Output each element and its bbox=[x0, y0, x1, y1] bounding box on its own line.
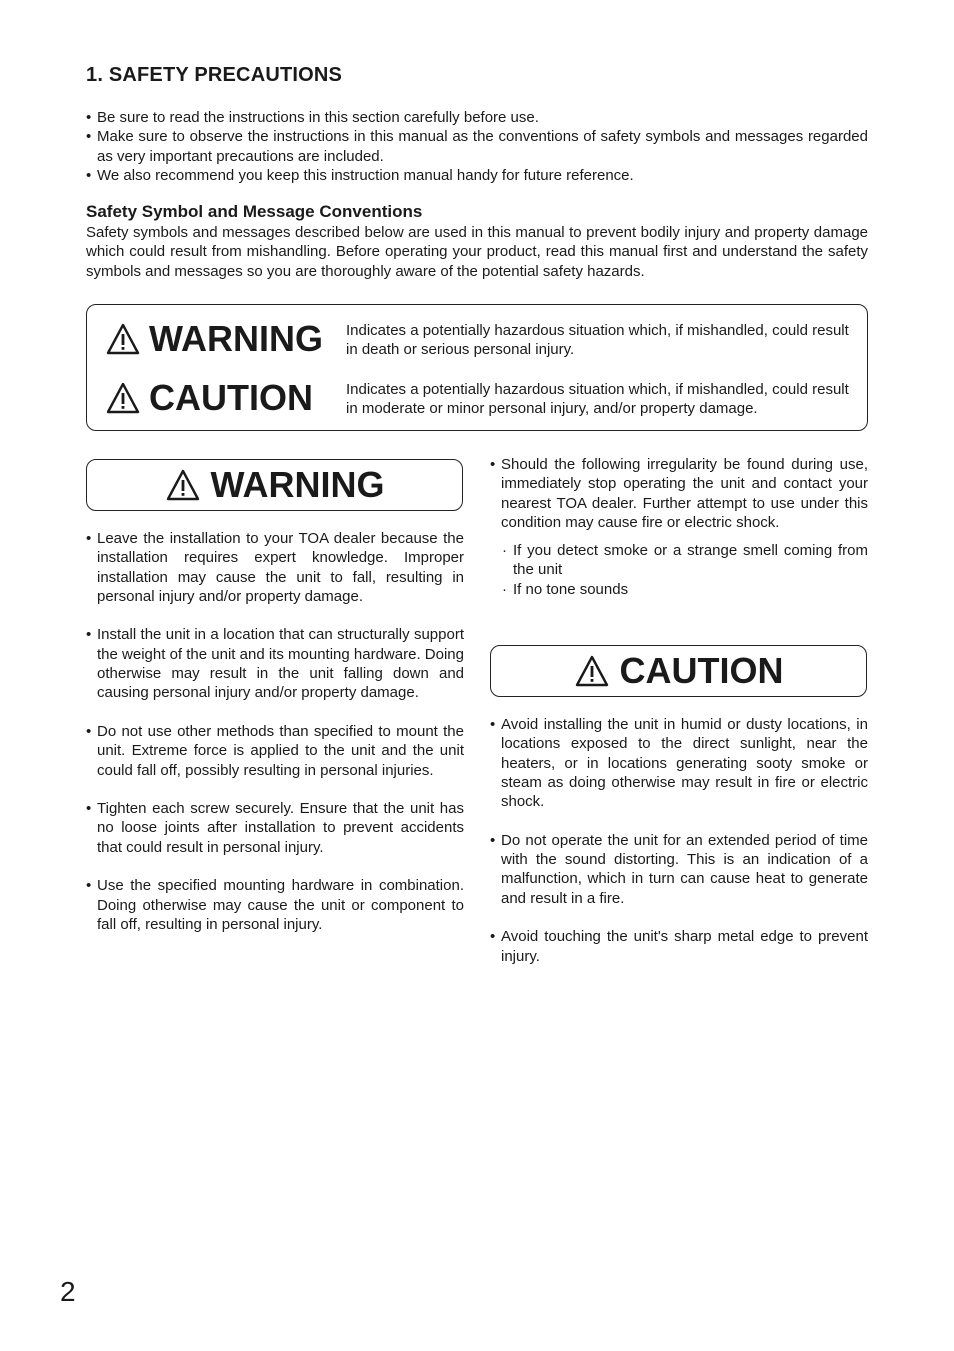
warning-triangle-icon bbox=[165, 468, 201, 502]
caution-item: • Avoid touching the unit's sharp metal edge to prevent injury. bbox=[490, 927, 868, 966]
warning-item: • Tighten each screw securely. Ensure that the unit has no loose joints after installation to prevent accidents that could result in personal injury. bbox=[86, 799, 464, 857]
irregularity-sub-item: · If you detect smoke or a strange smell coming from the unit bbox=[501, 541, 868, 580]
intro-item: • Be sure to read the instructions in this section carefully before use. bbox=[86, 108, 868, 127]
legend-caution-label bbox=[105, 378, 313, 418]
warning-item: • Leave the installation to your TOA dealer because the installation requires expert knowledge. Improper installation may cause the unit to fall, resulting in personal injury and/or property damage. bbox=[86, 529, 464, 606]
irregularity-sub-item: · If no tone sounds bbox=[501, 580, 868, 599]
caution-item: • Avoid installing the unit in humid or dusty locations, in locations exposed to the direct sunlight, near the heaters, or in locations generating sooty smoke or steam as doing otherwise may result in fire or electric shock. bbox=[490, 715, 868, 811]
page-number: 2 bbox=[60, 1276, 76, 1307]
legend-caution-text: CAUTION bbox=[149, 377, 313, 418]
legend-warning-label bbox=[105, 319, 323, 359]
irregularity-sub-list bbox=[501, 541, 868, 599]
conventions-text: Safety symbols and messages described below are used in this manual to prevent bodily injury and property damage which could result from mishandling. Before operating your product, read this manual first and understand the safety symbols and messages so you are thoroughly aware of the potential safety hazards. bbox=[86, 224, 868, 280]
safety-legend-box bbox=[86, 304, 868, 431]
warning-triangle-icon bbox=[105, 322, 141, 356]
legend-caution-desc: Indicates a potentially hazardous situation which, if mishandled, could result in moderate or minor personal injury, and/or property damage. bbox=[346, 381, 849, 418]
warning-item: • Install the unit in a location that can structurally support the weight of the unit and its mounting hardware. Doing otherwise may result in the unit falling down and causing personal injury and/or property damage. bbox=[86, 625, 464, 702]
warning-item: • Use the specified mounting hardware in combination. Doing otherwise may cause the unit or component to fall off, resulting in personal injury. bbox=[86, 876, 464, 934]
caution-header-box bbox=[490, 645, 867, 697]
warning-header-box bbox=[86, 459, 463, 511]
warning-item: • Do not use other methods than specified to mount the unit. Extreme force is applied to the unit and the unit could fall off, possibly resulting in personal injuries. bbox=[86, 722, 464, 780]
legend-warning-text: WARNING bbox=[149, 318, 323, 359]
section-title: 1. SAFETY PRECAUTIONS bbox=[86, 64, 343, 86]
legend-warning-desc: Indicates a potentially hazardous situation which, if mishandled, could result in death or serious personal injury. bbox=[346, 322, 849, 359]
warning-triangle-icon bbox=[105, 381, 141, 415]
warning-triangle-icon bbox=[574, 654, 610, 688]
intro-item: • Make sure to observe the instructions in this manual as the conventions of safety symbols and messages regarded as very important precautions are included. bbox=[86, 127, 868, 166]
legend-warning-row bbox=[87, 319, 867, 369]
intro-item: • We also recommend you keep this instruction manual handy for future reference. bbox=[86, 166, 868, 185]
irregularity-item bbox=[490, 455, 868, 599]
conventions-title: Safety Symbol and Message Conventions bbox=[86, 202, 423, 221]
intro-list bbox=[86, 108, 868, 185]
irregularity-list bbox=[490, 455, 868, 618]
irregularity-text: Should the following irregularity be found during use, immediately stop operating the unit and contact your nearest TOA dealer. Further attempt to use under this condition may cause fire or electric shock. bbox=[501, 456, 868, 531]
warning-header-text: WARNING bbox=[210, 464, 385, 505]
warning-list bbox=[86, 529, 464, 954]
legend-caution-row bbox=[87, 378, 867, 428]
caution-list bbox=[490, 715, 868, 985]
caution-header-text: CAUTION bbox=[619, 650, 784, 691]
caution-item: • Do not operate the unit for an extended period of time with the sound distorting. This is an indication of a malfunction, which in turn can cause heat to generate and result in a fire. bbox=[490, 831, 868, 908]
